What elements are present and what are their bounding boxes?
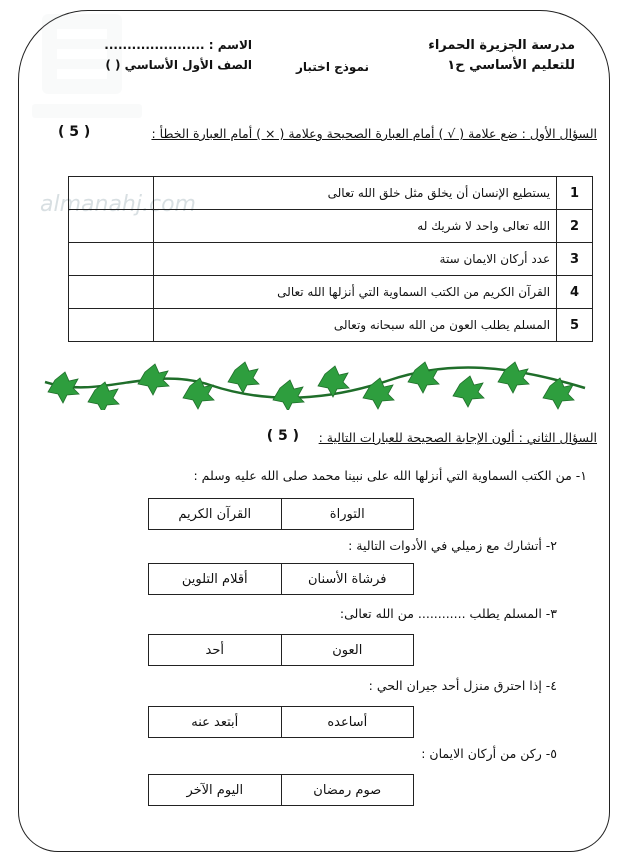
row-number: 1 [557,177,593,210]
row-number: 5 [557,309,593,342]
answer-cell[interactable] [69,177,154,210]
exam-model: نموذج اختبار [295,60,369,74]
q2-question-1: ١- من الكتب السماوية التي أنزلها الله على نبينا محمد صلى الله عليه وسلم : [193,468,587,483]
q2-options-2 [148,563,414,595]
answer-cell[interactable] [69,309,154,342]
q2-question-2: ٢- أتشارك مع زميلي في الأدوات التالية : [348,538,557,553]
option-b[interactable]: القرآن الكريم [149,499,282,529]
statement: عدد أركان الايمان ستة [154,243,557,276]
row-number: 3 [557,243,593,276]
q1-table [68,176,593,342]
option-b[interactable]: أبتعد عنه [149,707,282,737]
option-a[interactable]: فرشاة الأسنان [307,571,387,587]
q2-marks: ( 5 ) [266,428,299,444]
q1-title: السؤال الأول : ضع علامة ( √ ) أمام العبارة الصحيحة وعلامة ( × ) أمام العبارة الخطأ : [151,126,597,141]
q2-options-3 [148,634,414,666]
q2-options-5 [148,774,414,806]
answer-cell[interactable] [69,210,154,243]
answer-cell[interactable] [69,276,154,309]
row-number: 4 [557,276,593,309]
answer-cell[interactable] [69,243,154,276]
watermark-url: almanahj.com [40,192,196,217]
table-row [69,177,593,210]
table-row [69,243,593,276]
q2-question-4: ٤- إذا احترق منزل أحد جيران الحي : [368,678,557,693]
q2-question-3: ٣- المسلم يطلب ............ من الله تعالى: [339,606,557,621]
statement: يستطيع الإنسان أن يخلق مثل خلق الله تعالى [154,177,557,210]
grade-field: الصف الأول الأساسي ( ) [105,58,252,72]
option-a[interactable]: التوراة [329,506,365,522]
statement: المسلم يطلب العون من الله سبحانه وتعالى [154,309,557,342]
q1-marks: ( 5 ) [58,124,91,140]
school-name: مدرسة الجزيرة الحمراء [428,38,575,53]
table-row [69,309,593,342]
row-number: 2 [557,210,593,243]
statement: القرآن الكريم من الكتب السماوية التي أنزلها الله تعالى [154,276,557,309]
q2-title: السؤال الثاني : ألون الإجابة الصحيحة للعبارات التالية : [318,430,597,445]
option-a[interactable]: العون [332,642,363,658]
option-b[interactable]: اليوم الآخر [149,775,282,805]
option-b[interactable]: أحد [149,635,282,665]
table-row [69,276,593,309]
q2-question-5: ٥- ركن من أركان الايمان : [421,746,557,761]
q2-options-4 [148,706,414,738]
table-row [69,210,593,243]
school-stage: للتعليم الأساسي ح١ [447,58,575,73]
option-a[interactable]: صوم رمضان [313,782,382,798]
q2-options-1 [148,498,414,530]
name-field: الاسم : ...................... [104,38,252,52]
ivy-vine-divider [40,360,590,410]
option-b[interactable]: أقلام التلوين [149,564,282,594]
statement: الله تعالى واحد لا شريك له [154,210,557,243]
option-a[interactable]: أساعده [327,714,368,730]
